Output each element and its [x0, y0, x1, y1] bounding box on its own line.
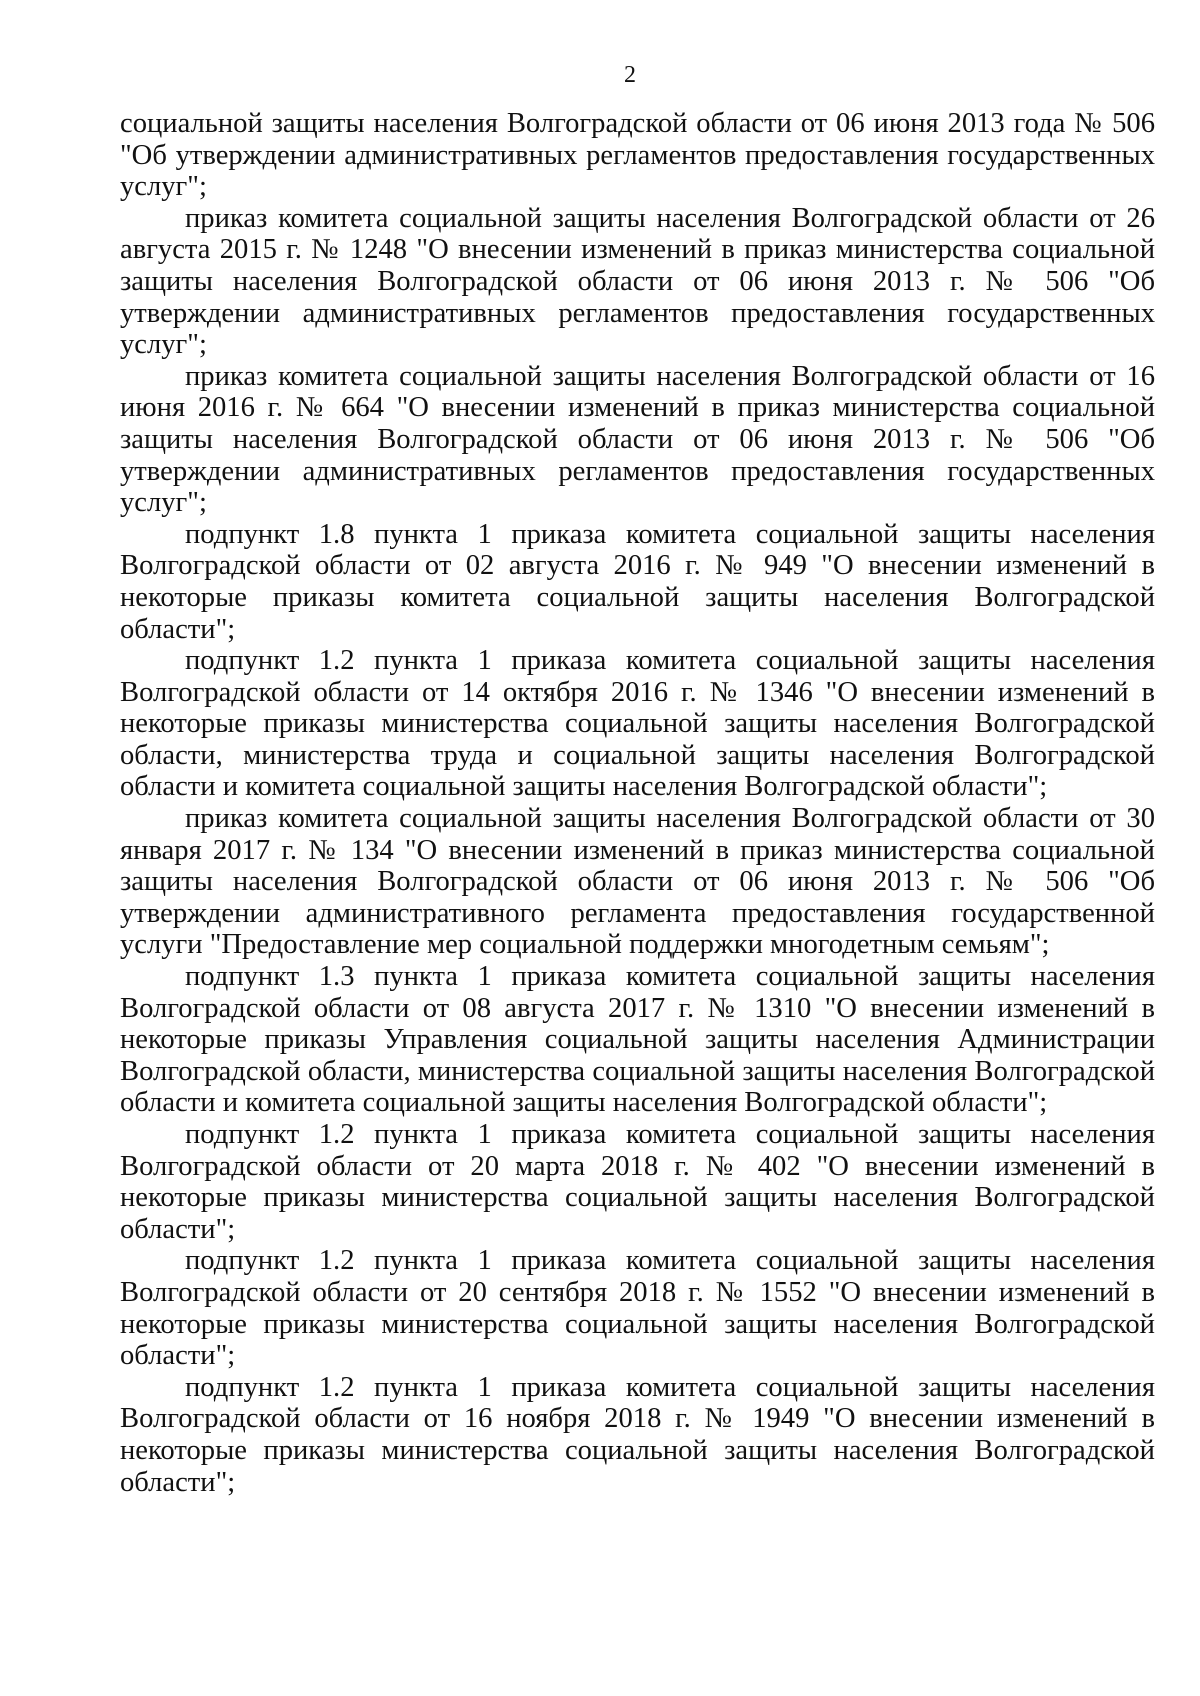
paragraph-order-1248: приказ комитета социальной защиты населения Волгоградской области от 26 августа 2015 г. № 1248 "О внесении изменений в приказ министерства социальной защиты населения Волгоградской области от 06 июня 2013 г. № 506 "Об утверждении административных регламентов предоставления государственных услуг";: [120, 202, 1155, 361]
paragraph-order-1346: подпункт 1.2 пункта 1 приказа комитета социальной защиты населения Волгоградской области от 14 октября 2016 г. № 1346 "О внесении изменений в некоторые приказы министерства социальной защиты населения Волгоградской области, министерства труда и социальной защиты населения Волгоградской области и комитета социальной защиты населения Волгоградской области";: [120, 645, 1155, 803]
paragraph-order-1552: подпункт 1.2 пункта 1 приказа комитета социальной защиты населения Волгоградской области от 20 сентября 2018 г. № 1552 "О внесении изменений в некоторые приказы министерства социальной защиты населения Волгоградской области";: [120, 1245, 1155, 1372]
paragraph-order-402: подпункт 1.2 пункта 1 приказа комитета социальной защиты населения Волгоградской области от 20 марта 2018 г. № 402 "О внесении изменений в некоторые приказы министерства социальной защиты населения Волгоградской области";: [120, 1119, 1155, 1245]
paragraph-order-664: приказ комитета социальной защиты населения Волгоградской области от 16 июня 2016 г. № 664 "О внесении изменений в приказ министерства социальной защиты населения Волгоградской области от 06 июня 2013 г. № 506 "Об утверждении административных регламентов предоставления государственных услуг";: [120, 360, 1155, 519]
paragraph-order-1310: подпункт 1.3 пункта 1 приказа комитета социальной защиты населения Волгоградской области от 08 августа 2017 г. № 1310 "О внесении изменений в некоторые приказы Управления социальной защиты населения Администрации Волгоградской области, министерства социальной защиты населения Волгоградской области и комитета социальной защиты населения Волгоградской области";: [120, 961, 1155, 1119]
paragraph-order-134: приказ комитета социальной защиты населения Волгоградской области от 30 января 2017 г. № 134 "О внесении изменений в приказ министерства социальной защиты населения Волгоградской области от 06 июня 2013 г. № 506 "Об утверждении административного регламента предоставления государственной услуги "Предоставление мер социальной поддержки многодетным семьям";: [120, 803, 1155, 961]
paragraph-order-949: подпункт 1.8 пункта 1 приказа комитета социальной защиты населения Волгоградской области от 02 августа 2016 г. № 949 "О внесении изменений в некоторые приказы комитета социальной защиты населения Волгоградской области";: [120, 518, 1155, 645]
paragraph-order-1949: подпункт 1.2 пункта 1 приказа комитета социальной защиты населения Волгоградской области от 16 ноября 2018 г. № 1949 "О внесении изменений в некоторые приказы министерства социальной защиты населения Волгоградской области";: [120, 1371, 1155, 1498]
paragraph-continuation: социальной защиты населения Волгоградской области от 06 июня 2013 года № 506 "Об утверждении административных регламентов предоставления государственных услуг";: [120, 108, 1155, 203]
document-body: [120, 108, 1155, 1498]
page-number: 2: [624, 62, 636, 88]
